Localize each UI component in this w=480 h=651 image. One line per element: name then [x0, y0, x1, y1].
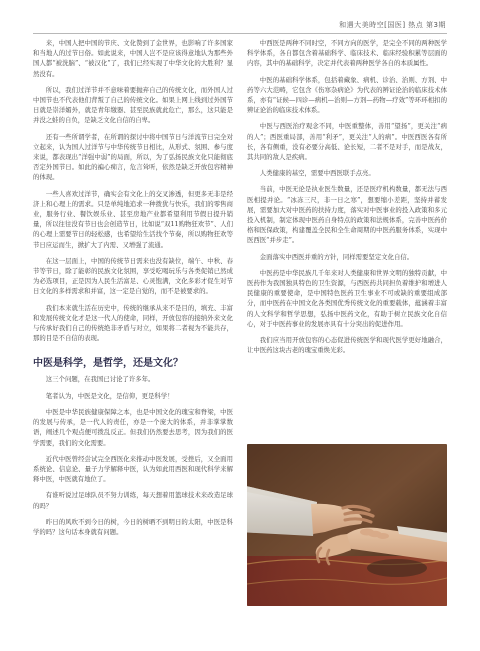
pulse-diagnosis-photo: [247, 444, 447, 606]
article-paragraph: 当前，中医无论是执业医生数量，还是医疗机构数量，都无法与西医相提并论。“冰冻三尺，非一日之寒”，想要缩小差距，坚持并蓄发展，需要加大对中医药的扶持力度，落实对中医事业的投入政策和多元投入机制，制定体现中医药自身特点的政策和法规体系，完善中医药价格和医保政策，构建覆盖全民和全生命周期的中医药服务体系，实现中医西医“并步走”。: [247, 185, 447, 245]
header-rule: [33, 33, 447, 34]
section-paragraph: 笔者认为，中医是文化，是信仰，更是科学！: [45, 391, 174, 400]
section-paragraph: 有谁听说过足球队员不努力训练，每天想着用篮球技术来改造足球的吗？: [33, 491, 233, 510]
right-column: [247, 38, 447, 355]
section-paragraph: 昨日的风吹不到今日的树，今日的树晒不到明日的太阳，中医是科学的吗？这句话本身就有问题。: [33, 517, 233, 536]
section-title: 中医是科学，是哲学，还是文化？: [33, 358, 183, 370]
header-text: 和遇大美時空[国医] 热点 第3期: [339, 21, 446, 29]
article-paragraph: 我们应当用开放包容的心态促进传统医学和现代医学更好地融合，让中医药这块古老的瑰宝重焕光彩。: [247, 336, 447, 355]
photo-illustration: [247, 444, 447, 606]
article-paragraph: 中医的基础科学体系，包括着藏象、病机、诊治、治则、方剂、中药等六大范畴，它包含《伤寒杂病论》为代表的辨证论治的临床技术体系，亦有“证候—四诊—病机—治则—方剂—药物—疗效”等环环相扣的辨证论治的临床技术体系。: [247, 75, 447, 115]
article-paragraph: 来，中国人把中国的节庆、文化赞到了金世界，也影响了许多国家和当地人的过节日俗。如此说来，中国人岂不是应该得意地认为那些外国人都“被洗脑”、“被汉化”了，我们已经实现了中华文化的大胜利？显然没有。: [33, 39, 233, 78]
article-paragraph: 我们本来就生活在历史中，传统的继承从来不是目的，填充、丰富和发展传统文化才是这一代人的使命，同样，开放包容的接纳外来文化与传承好我们自己的传统绝非矛盾与对立，如果将二者视为不能共存，那的目是不自信的表现。: [33, 303, 233, 343]
section-paragraph: 这三个问题，在我国已讨论了许多年。: [45, 375, 155, 384]
article-paragraph: 在这一层面上，中国的传统节日需来也没有缺位，端午、中秋、春节等节日，除了能彰的民族文化氛围，享受吃喝玩乐与各类促销已然成为必选项目，正是因为人民生活富足、心灵饱满，文化多彩才促生对节日文化的多样需求和并富，这一定是自觉的，而不是被要求的。: [33, 256, 233, 296]
article-paragraph: 中医药是中华民族几千年来对人类健康和世界文明的独特贡献，中医药作为我国独具特色的卫生资源，与西医药共同担负着维护和增进人民健康的重要使命，是中国特色医药卫生事业不可或缺的重要组成部分，而中医药在中国文化各类国优秀传统文化的重要载体，蕴涵着丰富的人文科学和哲学思想，弘扬中医药文化，有助于树立民族文化自信心，对于中医药事业的发展亦具有十分突出的促进作用。: [247, 268, 447, 328]
section-paragraph: 中医是中华民族健康保障之本，也是中国文化的瑰宝和脊梁，中医的发展与传承，是一代人的责任，亦是一个庞大的体系，并非掌掌数语，阐述几个观点便可拨乱反正。但我们仍然要去思考，因为我们的医学需要，我们的文化需要。: [33, 407, 233, 447]
article-paragraph: 还有一些所谓学者，在所谓的探讨中将中国节日与洋流节日完全对立起来，认为国人过洋节与中华传统节日相比，从形式、氛围、参与度来说，都表现出“洋强中弱”的局面，所以，为了弘扬民族文化只能彻底否定外国节日。如此的褊心痴言，危言耸听，依然是缺乏开放包容精神的体现。: [33, 132, 233, 182]
article-paragraph: 所以，我们过洋节并不意味着要抛弃自己的传统文化，而外国人过中国节也不代表他们背叛了自己的传统文化。如果上网上线到过外国节日就是崇洋媚外，就是青年缴器、甚至民族就此危亡，那么，这只能是并没之蛙的自负，是缺乏文化自信的自卑。: [33, 85, 233, 125]
section-paragraph: 近代中医曾经尝试完全西医化来推动中医发展，受挫后，又全面用系统论、信息论、量子力学解释中医，认为如此用西医和现代科学来解释中医，中医就有地位了。: [33, 454, 233, 484]
article-paragraph: 中西医是两种不同时空，不同方向的医学，是完全不同的两种医学科学体系，各自都包含着基础科学、临床技术、临床经验积累等层面的内容，其中的基础科学，决定并代表着两种医学各自的本质属性。: [247, 39, 447, 68]
article-paragraph: 一些人喜欢过洋节，确实会有文化上的交叉渗透，但更多无非是经济上和心理上的需求。只是单纯地追求一种拨犹与快乐，我们的零售商业，服务行业、餐饮娱乐业、甚至房地产业都希望利用节假日提升销量，所以往往没有节日也会创造节日，比如说“双11购物狂欢节”、人们的心理上需要节日的轻松感，也希望给生活找个节奏，所以购物狂欢等节日应运而生，掀扩大了内需、又增强了流通。: [33, 189, 233, 249]
article-paragraph: 金面落实中西医并重的方针，同样需要坚定文化自信。: [259, 252, 414, 261]
article-paragraph: 中医与西医治疗观念不同，中医重整体，善用“望扬”，更关注“病的人”；西医重局部，善用“利矛”，更关注“人的病”。中医西医各有所长，各有侧重，没有必要分高低、论长短，二者不是对手，而是战友，其共同的敌人是疾病。: [247, 122, 447, 162]
page-header: [0, 18, 480, 34]
article-paragraph: 人类健康的基空，需要中西医联手点亮。: [259, 169, 375, 178]
left-column: [33, 38, 233, 537]
